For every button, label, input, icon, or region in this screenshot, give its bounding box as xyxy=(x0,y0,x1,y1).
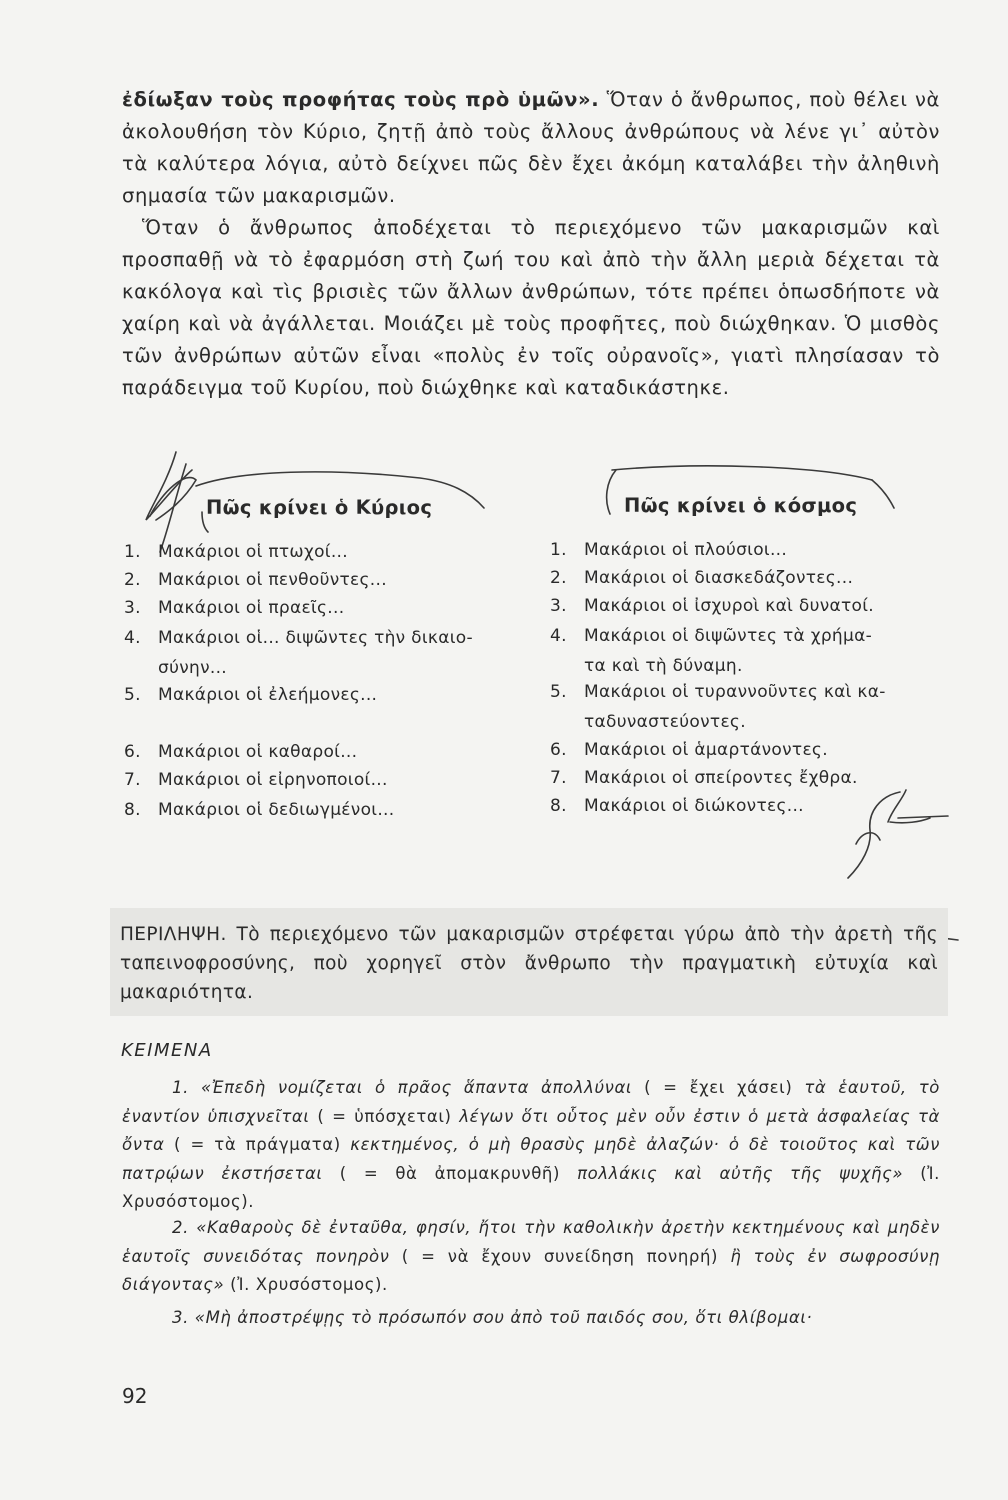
beatitude-number: 2. xyxy=(124,570,141,590)
beatitude-number: 4. xyxy=(550,626,567,646)
heading-how-lord-judges: Πῶς κρίνει ὁ Κύριος xyxy=(206,496,433,519)
beatitude-text: Μακάριοι οἱ σπείροντες ἔχθρα. xyxy=(584,768,858,788)
quote-1-gloss: ( = θὰ ἀπομακρυνθῆ) xyxy=(322,1163,578,1183)
beatitude-text: Μακάριοι οἱ πλούσιοι... xyxy=(584,540,788,560)
quote-2 xyxy=(122,1214,940,1300)
paragraph-1-bold: ἐδίωξαν τοὺς προφήτας τοὺς πρὸ ὑμῶν». xyxy=(122,88,600,111)
quote-2-part: 2. «Καθαροὺς δὲ ἐνταῦθα, φησίν, ἤτοι τὴν καθολικὴν ἀρετὴν κεκτημένους καὶ μηδὲν ἑαυτοῖς συνειδότας πονηρὸν xyxy=(122,1218,940,1266)
beatitude-text: Μακάριοι οἱ διψῶντες τὰ χρήμα- xyxy=(584,626,873,646)
beatitude-text: Μακάριοι οἱ... διψῶντες τὴν δικαιο- xyxy=(158,628,473,648)
summary-label: ΠΕΡΙΛΗΨΗ. xyxy=(120,924,227,945)
beatitude-number: 1. xyxy=(550,540,567,560)
page-number: 92 xyxy=(122,1384,148,1408)
quote-2-part: ἢ τοὺς ἐν σωφροσύνῃ διάγοντας» xyxy=(122,1246,941,1294)
beatitude-number: 1. xyxy=(124,542,141,562)
quote-1 xyxy=(122,1074,940,1217)
beatitude-number: 8. xyxy=(550,796,567,816)
heading-how-world-judges: Πῶς κρίνει ὁ κόσμος xyxy=(624,494,858,517)
summary-body: Τὸ περιεχόμενο τῶν μακαρισμῶν στρέφεται γύρω ἀπὸ τὴν ἀρετὴ τῆς ταπεινοφροσύνης, ποὺ χορηγεῖ στὸν ἄνθρωπο τὴν πραγματικὴ εὐτυχία καὶ μακαριότητα. xyxy=(120,924,938,1003)
paragraph-1-text: Ὅταν ὁ ἄνθρωπος, ποὺ θέλει νὰ ἀκολουθήση τὸν Κύριο, ζητῇ ἀπὸ τοὺς ἄλλους ἀνθρώπους νὰ λένε γι᾽ αὐτὸν τὰ καλύτερα λόγια, αὐτὸ δείχνει πῶς δὲν ἔχει ἀκόμη καταλάβει τὴν ἀληθινὴ σημασία τῶν μακαρισμῶν. xyxy=(122,88,940,207)
quote-3: 3. «Μὴ ἀποστρέψῃς τὸ πρόσωπόν σου ἀπὸ τοῦ παιδός σου, ὅτι θλίβομαι· xyxy=(172,1308,813,1327)
beatitude-number: 7. xyxy=(550,768,567,788)
paragraph-2: Ὅταν ὁ ἄνθρωπος ἀποδέχεται τὸ περιεχόμενο τῶν μακαρισμῶν καὶ προσπαθῇ νὰ τὸ ἐφαρμόση στὴ ζωή του καὶ ἀπὸ τὴν ἄλλη μεριὰ δέχεται τὰ κακόλογα καὶ τὶς βρισιὲς τῶν ἄλλων ἀνθρώπων, τότε πρέπει ὁπωσδήποτε νὰ χαίρη καὶ νὰ ἀγάλλεται. Μοιάζει μὲ τοὺς προφῆτες, ποὺ διώχθηκαν. Ὁ μισθὸς τῶν ἀνθρώπων αὐτῶν εἶναι «πολὺς ἐν τοῖς οὐρανοῖς», γιατὶ πλησίασαν τὸ παράδειγμα τοῦ Κυρίου, ποὺ διώχθηκε καὶ καταδικάστηκε. xyxy=(122,216,940,399)
beatitude-text: Μακάριοι οἱ ἐλεήμονες... xyxy=(158,685,378,705)
beatitude-text: Μακάριοι οἱ ἰσχυροὶ καὶ δυνατοί. xyxy=(584,596,874,616)
quote-1-gloss: ( = ὑπόσχεται) xyxy=(309,1106,460,1126)
quote-1-part: 1. «Ἐπεδὴ νομίζεται ὁ πρᾶος ἅπαντα ἀπολλύναι xyxy=(172,1078,633,1097)
beatitude-number: 4. xyxy=(124,628,141,648)
beatitude-text: Μακάριοι οἱ διώκοντες... xyxy=(584,796,804,816)
beatitude-number: 2. xyxy=(550,568,567,588)
quote-1-part: τὰ ἑαυτοῦ, τὸ ἐναντίον ὑπισχνεῖται xyxy=(122,1078,940,1126)
beatitude-text: Μακάριοι οἱ πτωχοί... xyxy=(158,542,348,562)
beatitude-number: 7. xyxy=(124,770,141,790)
quote-1-gloss: ( = τὰ πράγματα) xyxy=(164,1135,351,1154)
beatitude-text: Μακάριοι οἱ διασκεδάζοντες... xyxy=(584,568,854,588)
beatitude-number: 3. xyxy=(124,598,141,618)
beatitude-number: 6. xyxy=(124,742,141,762)
beatitude-text: Μακάριοι οἱ πραεῖς... xyxy=(158,598,345,618)
paragraph-1 xyxy=(122,84,940,212)
beatitude-number: 6. xyxy=(550,740,567,760)
beatitude-text: σύνην... xyxy=(158,658,227,678)
beatitude-text: Μακάριοι οἱ ἁμαρτάνοντες. xyxy=(584,740,828,760)
beatitude-text: Μακάριοι οἱ δεδιωγμένοι... xyxy=(158,800,395,820)
beatitude-number: 8. xyxy=(124,800,141,820)
quote-1-part: κεκτημένος, ὁ μὴ θρασὺς μηδὲ ἀλαζών· ὁ δὲ τοιοῦτος καὶ τῶν πατρῴων ἐκστήσεται xyxy=(122,1135,940,1183)
quote-2-gloss: ( = νὰ ἔχουν συνείδηση πονηρή) xyxy=(389,1246,731,1266)
beatitude-text: Μακάριοι οἱ τυραννοῦντες καὶ κα- xyxy=(584,682,886,702)
quote-1-gloss: ( = ἔχει χάσει) xyxy=(632,1078,805,1097)
quote-2-source: (Ἰ. Χρυσόστομος). xyxy=(224,1275,388,1294)
beatitude-number: 5. xyxy=(124,685,141,705)
beatitude-text: Μακάριοι οἱ εἰρηνοποιοί... xyxy=(158,770,388,790)
beatitude-number: 3. xyxy=(550,596,567,616)
beatitude-number: 5. xyxy=(550,682,567,702)
quote-1-part: λέγων ὅτι οὗτος μὲν οὖν ἐστιν ὁ μετὰ ἀσφαλείας τὰ ὄντα xyxy=(122,1106,941,1154)
quote-1-source: (Ἰ. Χρυσόστομος). xyxy=(122,1163,940,1211)
quote-1-part: πολλάκις καὶ αὐτῆς τῆς ψυχῆς» xyxy=(577,1163,904,1183)
texts-heading: ΚΕΙΜΕΝΑ xyxy=(121,1040,213,1061)
summary-text xyxy=(120,920,938,1007)
beatitude-text: Μακάριοι οἱ πενθοῦντες... xyxy=(158,570,387,590)
beatitude-text: τα καὶ τὴ δύναμη. xyxy=(584,656,743,676)
beatitude-text: ταδυναστεύοντες. xyxy=(584,712,746,732)
beatitude-text: Μακάριοι οἱ καθαροί... xyxy=(158,742,358,762)
